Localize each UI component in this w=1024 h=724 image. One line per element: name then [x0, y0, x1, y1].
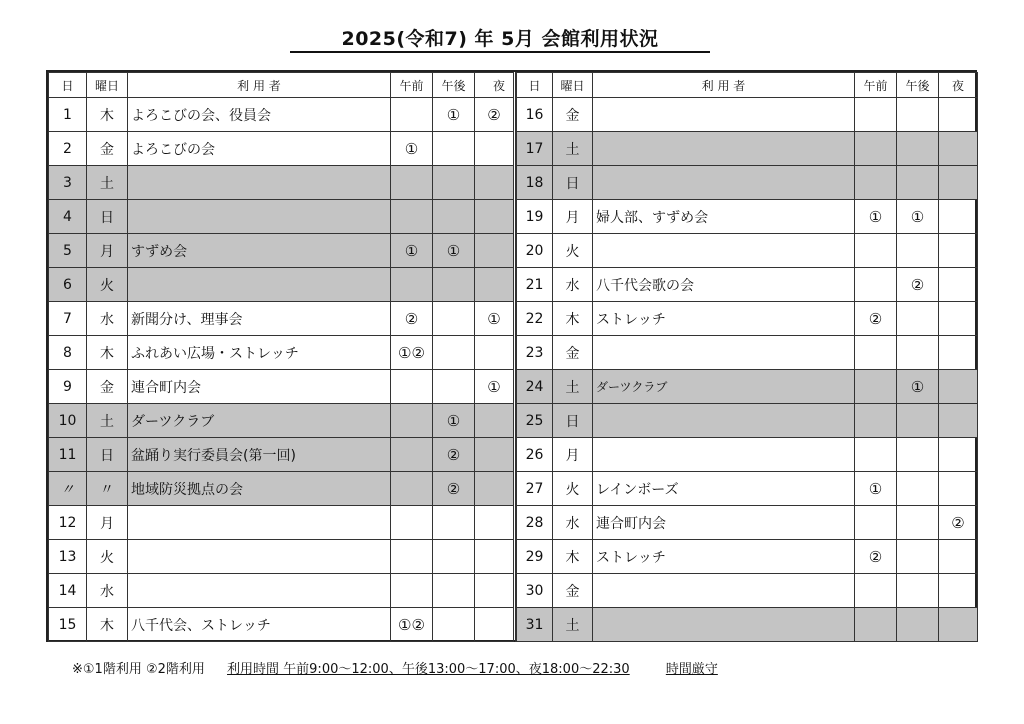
day-cell: 29: [517, 540, 553, 574]
day-cell: 19: [517, 200, 553, 234]
am-cell: [391, 200, 433, 234]
weekday-cell: 木: [553, 302, 593, 336]
night-cell: [939, 234, 978, 268]
am-cell: [855, 608, 897, 642]
night-cell: [475, 540, 515, 574]
weekday-cell: 金: [553, 574, 593, 608]
night-cell: [475, 336, 515, 370]
night-cell: [475, 608, 515, 642]
am-cell: [855, 132, 897, 166]
user-cell: 盆踊り実行委員会(第一回): [128, 438, 391, 472]
header-user: 利 用 者: [128, 73, 391, 98]
pm-cell: [433, 166, 475, 200]
user-cell: [593, 98, 855, 132]
table-row: [517, 506, 978, 540]
weekday-cell: 月: [87, 506, 128, 540]
table-row: [517, 268, 978, 302]
weekday-cell: 水: [87, 574, 128, 608]
am-cell: [855, 336, 897, 370]
table-row: [517, 166, 978, 200]
user-cell: 八千代会歌の会: [593, 268, 855, 302]
pm-cell: [897, 540, 939, 574]
day-cell: 31: [517, 608, 553, 642]
night-cell: [939, 370, 978, 404]
usage-hours: 利用時間 午前9:00～12:00、午後13:00～17:00、夜18:00～22:30: [227, 662, 630, 677]
weekday-cell: 水: [553, 506, 593, 540]
am-cell: [855, 234, 897, 268]
weekday-cell: 月: [87, 234, 128, 268]
day-cell: 17: [517, 132, 553, 166]
day-cell: 23: [517, 336, 553, 370]
weekday-cell: 金: [553, 98, 593, 132]
day-cell: 15: [49, 608, 87, 642]
weekday-cell: 土: [87, 404, 128, 438]
weekday-cell: 木: [87, 336, 128, 370]
user-cell: [593, 574, 855, 608]
am-cell: [855, 268, 897, 302]
user-cell: [128, 200, 391, 234]
day-cell: 2: [49, 132, 87, 166]
night-cell: [475, 200, 515, 234]
header-night: 夜: [475, 73, 515, 98]
am-cell: [391, 472, 433, 506]
am-cell: [855, 404, 897, 438]
night-cell: [939, 472, 978, 506]
header-pm: 午後: [897, 73, 939, 98]
pm-cell: [433, 268, 475, 302]
am-cell: ②: [855, 302, 897, 336]
night-cell: ①: [475, 302, 515, 336]
day-cell: 25: [517, 404, 553, 438]
day-cell: 16: [517, 98, 553, 132]
user-cell: [593, 234, 855, 268]
weekday-cell: 日: [553, 166, 593, 200]
header-am: 午前: [391, 73, 433, 98]
weekday-cell: 土: [553, 370, 593, 404]
user-cell: ダーツクラブ: [128, 404, 391, 438]
table-row: [517, 404, 978, 438]
weekday-cell: 水: [87, 302, 128, 336]
day-cell: 22: [517, 302, 553, 336]
table-row: [517, 438, 978, 472]
table-row: [49, 234, 515, 268]
user-cell: [593, 438, 855, 472]
table-row: [517, 370, 978, 404]
table-row: [49, 200, 515, 234]
day-cell: 30: [517, 574, 553, 608]
weekday-cell: 金: [553, 336, 593, 370]
pm-cell: [897, 608, 939, 642]
table-row: [49, 608, 515, 642]
table-row: [49, 336, 515, 370]
user-cell: [593, 404, 855, 438]
weekday-cell: 〃: [87, 472, 128, 506]
pm-cell: [897, 132, 939, 166]
pm-cell: ①: [433, 98, 475, 132]
table-row: [517, 608, 978, 642]
day-cell: 12: [49, 506, 87, 540]
pm-cell: [433, 302, 475, 336]
weekday-cell: 金: [87, 132, 128, 166]
user-cell: ふれあい広場・ストレッチ: [128, 336, 391, 370]
table-row: [517, 302, 978, 336]
weekday-cell: 水: [553, 268, 593, 302]
table-row: [49, 268, 515, 302]
table-row: [517, 540, 978, 574]
user-cell: すずめ会: [128, 234, 391, 268]
pm-cell: [433, 200, 475, 234]
user-cell: [593, 336, 855, 370]
user-cell: ストレッチ: [593, 302, 855, 336]
night-cell: [475, 472, 515, 506]
table-row: [49, 540, 515, 574]
weekday-cell: 火: [553, 234, 593, 268]
user-cell: ダーツクラブ: [593, 370, 855, 404]
table-row: [517, 336, 978, 370]
usage-table: [46, 70, 977, 642]
day-cell: 10: [49, 404, 87, 438]
night-cell: [475, 234, 515, 268]
am-cell: [855, 166, 897, 200]
am-cell: ②: [391, 302, 433, 336]
right-body: [517, 98, 978, 642]
am-cell: [391, 370, 433, 404]
night-cell: [475, 506, 515, 540]
night-cell: ①: [475, 370, 515, 404]
night-cell: [939, 540, 978, 574]
night-cell: [475, 438, 515, 472]
table-row: [49, 132, 515, 166]
day-cell: 1: [49, 98, 87, 132]
night-cell: [939, 98, 978, 132]
am-cell: [391, 506, 433, 540]
weekday-cell: 金: [87, 370, 128, 404]
header-pm: 午後: [433, 73, 475, 98]
header-weekday: 曜日: [553, 73, 593, 98]
table-row: [517, 574, 978, 608]
header-row: [49, 73, 515, 98]
user-cell: [593, 166, 855, 200]
table-row: [49, 166, 515, 200]
night-cell: [475, 166, 515, 200]
pm-cell: [433, 506, 475, 540]
pm-cell: [897, 336, 939, 370]
table-row: [49, 438, 515, 472]
table-row: [517, 132, 978, 166]
pm-cell: [897, 506, 939, 540]
day-cell: 4: [49, 200, 87, 234]
weekday-cell: 火: [553, 472, 593, 506]
am-cell: [391, 574, 433, 608]
pm-cell: [433, 132, 475, 166]
day-cell: 8: [49, 336, 87, 370]
user-cell: [128, 268, 391, 302]
am-cell: [855, 506, 897, 540]
header-day: 日: [517, 73, 553, 98]
header-row: [517, 73, 978, 98]
pm-cell: [897, 234, 939, 268]
table-row: [517, 234, 978, 268]
night-cell: [939, 200, 978, 234]
night-cell: [939, 574, 978, 608]
day-cell: 26: [517, 438, 553, 472]
pm-cell: [897, 574, 939, 608]
night-cell: [939, 302, 978, 336]
table-row: [49, 404, 515, 438]
weekday-cell: 日: [87, 200, 128, 234]
user-cell: 婦人部、すずめ会: [593, 200, 855, 234]
user-cell: [593, 132, 855, 166]
pm-cell: [897, 438, 939, 472]
night-cell: [475, 574, 515, 608]
page-title: 2025(令和7) 年 5月 会館利用状況: [290, 28, 710, 53]
weekday-cell: 木: [87, 98, 128, 132]
table-row: [49, 370, 515, 404]
user-cell: よろこびの会: [128, 132, 391, 166]
night-cell: ②: [475, 98, 515, 132]
am-cell: [391, 540, 433, 574]
user-cell: 地域防災拠点の会: [128, 472, 391, 506]
day-cell: 6: [49, 268, 87, 302]
am-cell: [391, 404, 433, 438]
table-row: [517, 200, 978, 234]
pm-cell: ①: [433, 234, 475, 268]
am-cell: ①: [391, 234, 433, 268]
pm-cell: [897, 98, 939, 132]
night-cell: [939, 608, 978, 642]
pm-cell: ②: [433, 472, 475, 506]
am-cell: [855, 574, 897, 608]
am-cell: [391, 166, 433, 200]
am-cell: [855, 438, 897, 472]
day-cell: 9: [49, 370, 87, 404]
user-cell: 八千代会、ストレッチ: [128, 608, 391, 642]
night-cell: [939, 438, 978, 472]
user-cell: よろこびの会、役員会: [128, 98, 391, 132]
table-row: [517, 98, 978, 132]
pm-cell: [433, 336, 475, 370]
user-cell: [128, 540, 391, 574]
am-cell: ①: [391, 132, 433, 166]
usage-table-left: [48, 72, 516, 642]
weekday-cell: 月: [553, 438, 593, 472]
header-user: 利 用 者: [593, 73, 855, 98]
day-cell: 20: [517, 234, 553, 268]
header-night: 夜: [939, 73, 978, 98]
usage-table-right: [516, 72, 978, 642]
floor-legend: ※①1階利用 ②2階利用: [72, 662, 205, 677]
day-cell: 28: [517, 506, 553, 540]
pm-cell: [897, 404, 939, 438]
night-cell: [475, 132, 515, 166]
day-cell: 27: [517, 472, 553, 506]
pm-cell: [897, 166, 939, 200]
user-cell: [128, 166, 391, 200]
weekday-cell: 土: [553, 132, 593, 166]
am-cell: ①②: [391, 608, 433, 642]
night-cell: [939, 268, 978, 302]
table-row: [49, 302, 515, 336]
user-cell: 連合町内会: [128, 370, 391, 404]
header-am: 午前: [855, 73, 897, 98]
night-cell: [475, 268, 515, 302]
night-cell: ②: [939, 506, 978, 540]
table-row: [49, 472, 515, 506]
day-cell: 〃: [49, 472, 87, 506]
weekday-cell: 火: [87, 540, 128, 574]
table-row: [49, 98, 515, 132]
am-cell: ②: [855, 540, 897, 574]
am-cell: [391, 268, 433, 302]
am-cell: ①②: [391, 336, 433, 370]
user-cell: [128, 506, 391, 540]
day-cell: 3: [49, 166, 87, 200]
am-cell: [855, 370, 897, 404]
user-cell: [128, 574, 391, 608]
pm-cell: [897, 472, 939, 506]
footer-note: [72, 658, 728, 677]
pm-cell: [433, 370, 475, 404]
user-cell: レインボーズ: [593, 472, 855, 506]
pm-cell: ①: [897, 200, 939, 234]
user-cell: 新聞分け、理事会: [128, 302, 391, 336]
night-cell: [939, 166, 978, 200]
pm-cell: [897, 302, 939, 336]
day-cell: 7: [49, 302, 87, 336]
night-cell: [939, 404, 978, 438]
night-cell: [939, 336, 978, 370]
left-body: [49, 98, 515, 642]
day-cell: 21: [517, 268, 553, 302]
weekday-cell: 木: [553, 540, 593, 574]
user-cell: 連合町内会: [593, 506, 855, 540]
user-cell: ストレッチ: [593, 540, 855, 574]
night-cell: [939, 132, 978, 166]
weekday-cell: 木: [87, 608, 128, 642]
am-cell: [391, 98, 433, 132]
day-cell: 14: [49, 574, 87, 608]
punctuality-notice: 時間厳守: [665, 662, 718, 677]
header-weekday: 曜日: [87, 73, 128, 98]
header-day: 日: [49, 73, 87, 98]
weekday-cell: 日: [553, 404, 593, 438]
table-row: [517, 472, 978, 506]
day-cell: 18: [517, 166, 553, 200]
night-cell: [475, 404, 515, 438]
weekday-cell: 日: [87, 438, 128, 472]
weekday-cell: 火: [87, 268, 128, 302]
pm-cell: [433, 608, 475, 642]
am-cell: [391, 438, 433, 472]
table-row: [49, 574, 515, 608]
am-cell: [855, 98, 897, 132]
day-cell: 24: [517, 370, 553, 404]
pm-cell: ②: [433, 438, 475, 472]
pm-cell: ②: [897, 268, 939, 302]
pm-cell: ①: [897, 370, 939, 404]
user-cell: [593, 608, 855, 642]
day-cell: 5: [49, 234, 87, 268]
weekday-cell: 月: [553, 200, 593, 234]
day-cell: 13: [49, 540, 87, 574]
weekday-cell: 土: [553, 608, 593, 642]
pm-cell: ①: [433, 404, 475, 438]
pm-cell: [433, 574, 475, 608]
am-cell: ①: [855, 200, 897, 234]
day-cell: 11: [49, 438, 87, 472]
weekday-cell: 土: [87, 166, 128, 200]
am-cell: ①: [855, 472, 897, 506]
pm-cell: [433, 540, 475, 574]
table-row: [49, 506, 515, 540]
